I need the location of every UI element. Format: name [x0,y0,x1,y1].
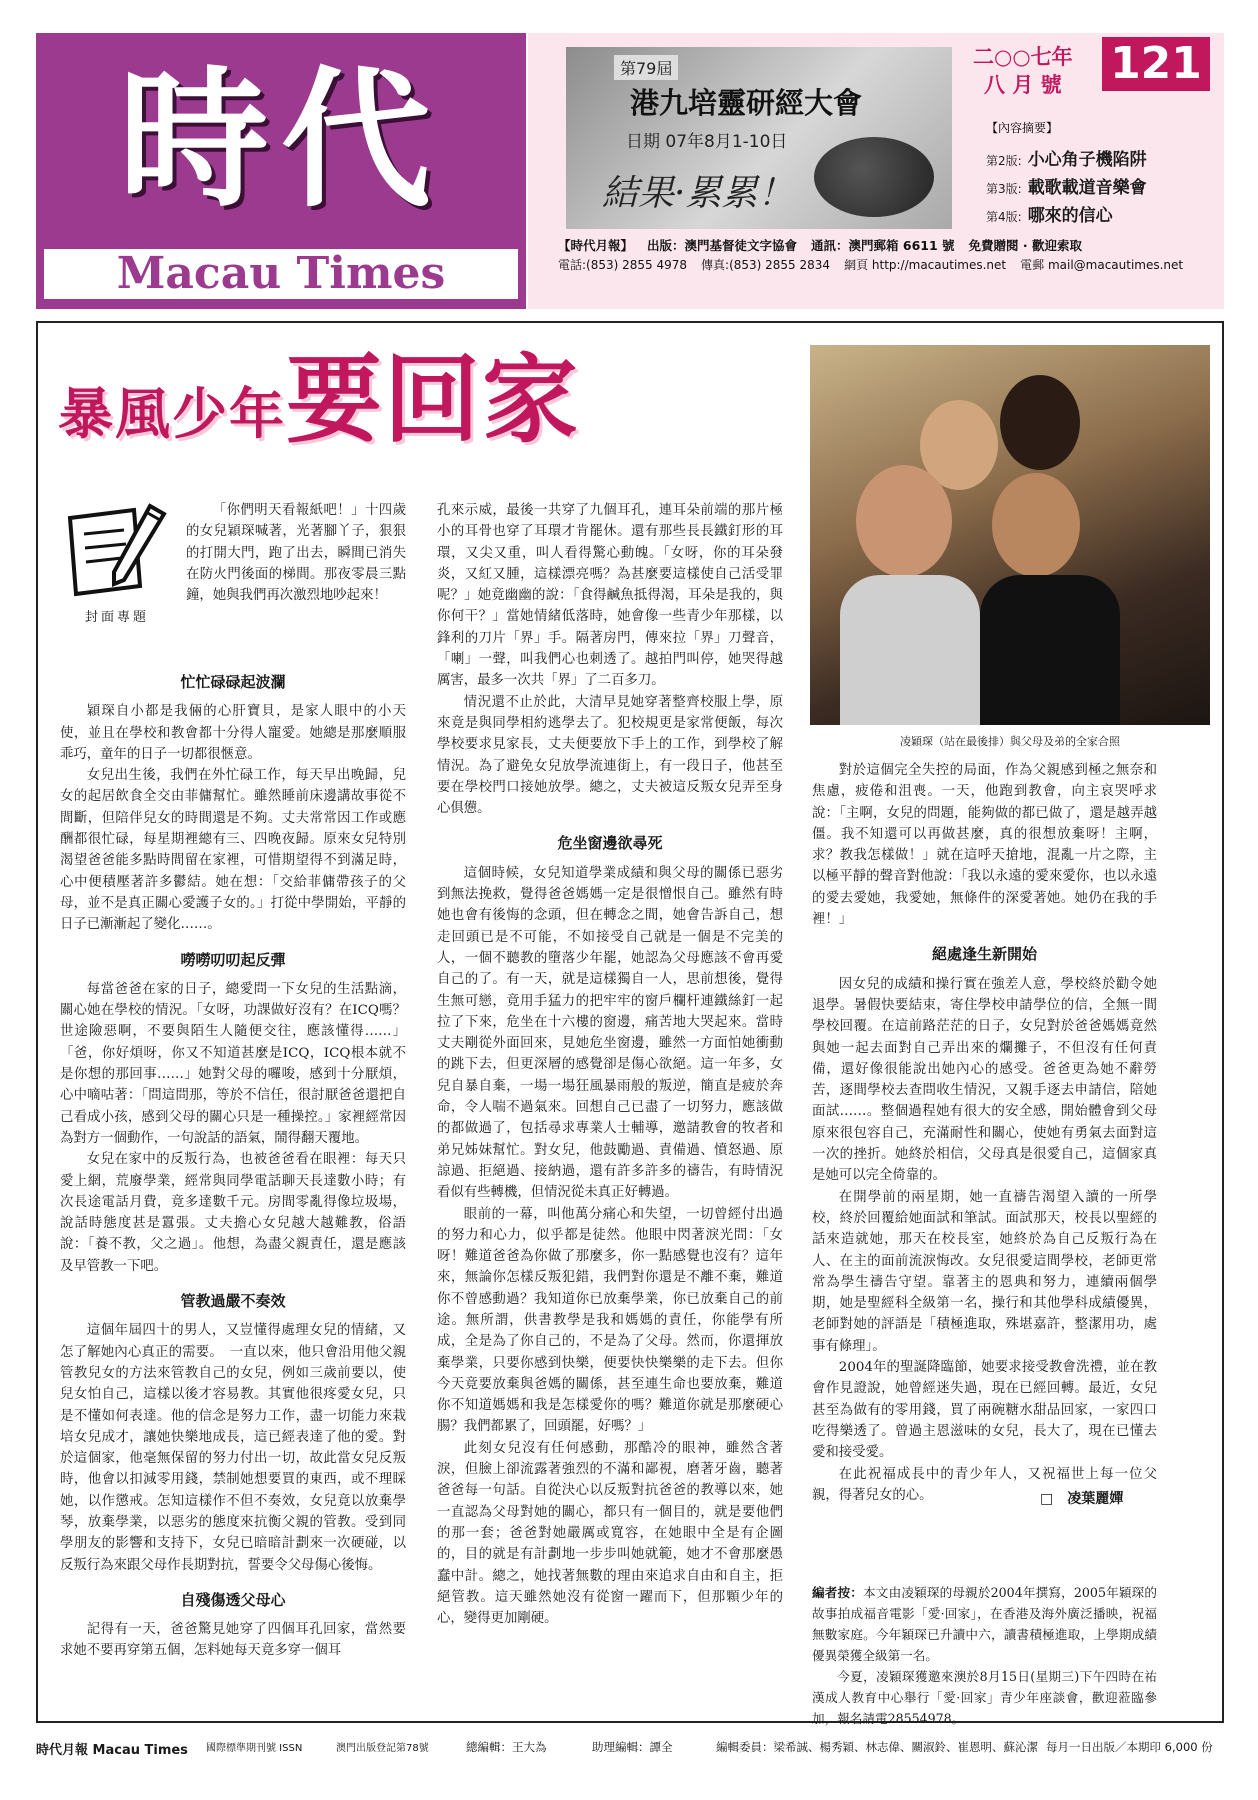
section-heading: 危坐窗邊欲尋死 [557,834,663,853]
paragraph: 這個年屆四十的男人，又豈懂得處理女兒的情緒，又怎了解她內心真正的需要。 一直以來，他只會沿用他父親管教兒女的方法來管教自己的女兒，例如三歲前要以，使兒女怕自己，這樣以後才容易教。其實他很疼愛女兒，只是不懂如何表達。他的信念是努力工作，盡一切能力來栽培女兒成才，讓她快樂地成長，這已經表達了他的愛。對於這個家，他毫無保留的努力付出一切，故此當女兒反叛時，他會以扣減零用錢，禁制她想要買的東西，或不理睬她，以作懲戒。怎知這樣作不但不奏效，女兒竟以放棄學琴，放棄學業，以惡劣的態度來抗衡父親的管教。受到同學朋友的影響和支持下，女兒已暗暗計劃來一次硬碰，以反叛行為來跟父母作長期對抗，誓要令父母傷心後悔。 [60,1323,406,1573]
event-advert [566,47,952,229]
intro-paragraph: 「你們明天看報紙吧！」十四歲的女兒穎琛喊著，光著腳丫子，狠狠的打開大門，跑了出去，瞬間已消失在防火門後面的梯間。那夜零晨三點鐘，她與我們再次激烈地吵起來！ [186,503,406,604]
event-date: 日期 07年8月1-10日 [626,132,788,152]
issue-year: 二○○七年 [973,45,1073,69]
paragraph: 在此祝福成長中的青少年人，又祝福世上每一位父親，得著兒女的心。 [812,1466,1157,1503]
paragraph: 2004年的聖誕降臨節，她要求接受教會洗禮，並在教會作見證說，她曾經迷失過，現在已經回轉。最近，女兒甚至為做有的零用錢，買了兩碗糖水甜品回家，一家四口吃得樂透了。曾過主恩滋味的女兒，長大了，現在已懂去愛和接受愛。 [812,1360,1157,1461]
footer-chief-editor: 總編輯：王大為 [466,1740,547,1754]
column-3 [812,760,1157,1506]
column-label: 封面專題 [84,610,149,625]
toc-heading: 【內容摘要】 [986,121,1059,135]
section-heading: 管教過嚴不奏效 [180,1292,286,1311]
paragraph: 對於這個完全失控的局面，作為父親感到極之無奈和焦慮，疲倦和沮喪。一天，他跑到教會，向主哀哭呼求說：「主啊，女兒的問題，能夠做的都已做了，還是越弄越僵。我不知還可以再做甚麼，真的很想放棄呀！主啊，求？教我怎樣做！」就在這呼天搶地，混亂一片之際，主以極平靜的聲音對他說：「我以永遠的愛來愛你，也以永遠的愛去愛她，我愛她，無條件的深愛著她。她仍在我的手裡！」 [812,763,1157,928]
section-heading: 嘮嘮叨叨起反彈 [180,950,286,969]
toc-item: 第3版: 載歌載道音樂會 [986,178,1147,198]
paragraph: 因女兒的成績和操行實在強差人意，學校終於勸令她退學。暑假快要結束，寄住學校申請學位的信，全無一間學校回覆。在這前路茫茫的日子，女兒對於爸爸媽媽竟然與她一起去面對自己弄出來的爛攤子，不但沒有任何責備，還好像很能說出她內心的感受。爸爸更為她不辭勞苦，逐間學校去查問收生情況，又親手逐去申請信，陪她面試……。整個過程她有很大的安全感，開始體會到父母原來很包容自己，充滿耐性和關心，使她有勇氣去面對這一次的挫折。她終於相信，父母真是很愛自己，這個家真是她可以完全倚靠的。 [812,976,1157,1184]
footer-schedule: 每月一日出版／本期印 6,000 份 [1046,1740,1213,1754]
note-label: 編者按： [812,1585,864,1600]
footer-committee: 編輯委員：梁希誠、楊秀穎、林志偉、關淑鈴、崔恩明、蘇沁潔 [716,1740,1038,1754]
masthead-subtitle: Macau Times [116,248,446,299]
event-title: 港九培靈研經大會 [630,86,863,120]
section-heading: 忙忙碌碌起波瀾 [180,673,286,691]
column-2 [437,500,783,1629]
author-name: □ 凌葉麗嬋 [1040,1491,1124,1507]
toc-item: 第4版: 哪來的信心 [986,206,1113,226]
issue-number: 121 [1102,37,1210,91]
issue-month: 八 月 號 [984,73,1062,97]
masthead-title: 時代 [118,54,443,228]
writing-paper-pen-icon [62,500,172,598]
section-heading: 絕處逢生新開始 [931,945,1037,964]
paragraph: 每當爸爸在家的日子，總愛問一下女兒的生活點滴，關心她在學校的情況。「女呀，功課做好沒有？在ICQ嗎？世途險惡啊，不要與陌生人隨便交往，應該懂得……」「爸，你好煩呀，你又不知道甚麼是ICQ，ICQ根本就不是你想的那回事……」她對父母的囉唆，感到十分厭煩，心中嘀咕著：「問這問那，等於不信任，很討厭爸爸還把自己看成小孩，感到父母的關心只是一種操控。」家裡經常因為對方一個動作，一句說話的語氣，鬧得翻天覆地。 [60,981,406,1146]
toc-item: 第2版: 小心角子機陷阱 [986,150,1147,170]
column-1 [60,658,406,1662]
publisher-info: 【時代月報】 出版：澳門基督徒文字協會 通訊：澳門郵箱 6611 號 免費贈閱 · 歡迎索取 [558,238,1082,253]
paragraph: 此刻女兒沒有任何感動，那酷冷的眼神，雖然含著淚，但臉上卻流露著強烈的不滿和鄙視，磨著牙齒，聽著爸爸每一句話。自從決心以反叛對抗爸爸的教導以來，她一直認為父母對她的關心，都只有一個目的，就是要他們的那一套；爸爸對她嚴厲或寬容，在她眼中全是有企圖的，目的就是有計劃地一步步叫她就範，她才不會那麼愚蠢中計。總之，她找著無數的理由來追求自由和自主，拒絕管教。這天雖然她沒有從窗一躍而下，但那顆少年的心，變得更加剛硬。 [437,1440,783,1627]
paragraph: 女兒在家中的反叛行為，也被爸爸看在眼裡：每天只愛上網，荒廢學業，經常與同學電話聊天長達數小時；有次長途電話月費，竟多達數千元。房間零亂得像垃圾場，說話時態度甚是囂張。丈夫擔心女兒越大越難教，俗語說：「養不教，父之過」。他想，為盡父親責任，還是應該及早管教一下吧。 [60,1152,406,1274]
headline: 暴風少年要回家 [58,344,581,456]
issue-date [973,43,1073,99]
grapes-image [814,137,934,217]
event-slogan: 結果·累累！ [602,173,794,214]
masthead-subtitle-box [44,249,518,299]
note-text: 今夏，凌穎琛獲邀來澳於8月15日(星期三)下午四時在祐漢成人教育中心舉行「愛·回家」青少年座談會，歡迎蒞臨參加，報名請電28554978。 [812,1669,1157,1726]
paragraph: 孔來示威，最後一共穿了九個耳孔，連耳朵前端的那片極小的耳骨也穿了耳環才肯罷休。還有那些長長鐵釘形的耳環，又尖又重，叫人看得驚心動魄。「女呀，你的耳朵發炎，又紅又腫，這樣漂亮嗎？為甚麼要這樣使自己活受罪呢？」她竟幽幽的說：「食得鹹魚抵得渴，耳朵是我的，與你何干？」當她情緒低落時，她會像一些青少年那樣，以鋒利的刀片「界」手。隔著房門，傳來拉「界」刀聲音，「喇」一聲，叫我們心也刺透了。越拍門叫停，她哭得越厲害，最多一次共「界」了二百多刀。 [437,503,783,689]
contact-info: 電話:(853) 2855 4978 傳真:(853) 2855 2834 網頁 http://macautimes.net 電郵 mail@macautimes.net [558,258,1184,272]
paragraph: 眼前的一幕，叫他萬分痛心和失望，一切曾經付出過的努力和心力，似乎都是徒然。他眼中閃著淚光問：「女呀！難道爸爸為你做了那麼多，你一點感覺也沒有？這年來，無論你怎樣反叛犯錯，我們對你還是不離不棄，難道你不曾感動過？我知道你已放棄學業，你已放棄自己的前途。無所謂，供書教學是我和媽媽的責任，你能學有所成，全是為了你自己的，不是為了父母。然而，你還揮放棄學業，只要你感到快樂，便要快快樂樂的走下去。但你今天竟要放棄與爸媽的關係，甚至連生命也要放棄，難道你不知道媽媽和我是怎樣愛你的嗎？難道你就是那麼硬心腸？我們都累了，回頭罷，好嗎？」 [437,1206,783,1435]
section-heading: 自殘傷透父母心 [180,1590,286,1609]
footer-assistant-editor: 助理編輯：譚全 [592,1740,673,1754]
footer-brand: 時代月報 Macau Times [36,1743,188,1758]
editor-note [812,1582,1157,1729]
paragraph: 情況還不止於此，大清早見她穿著整齊校服上學，原來竟是與同學相約逃學去了。犯校規更是家常便飯，每次學校要求見家長，丈夫便要放下手上的工作，到學校了解情況。為了避免女兒放學流連街上，有一段日子，他甚至要在學校門口接她放學。總之，丈夫被這反叛女兒弄至身心俱憊。 [437,694,783,817]
photo-caption: 凌穎琛（站在最後排）與父母及弟的全家合照 [900,735,1120,748]
footer [36,1733,1224,1763]
event-edition: 第79屆 [614,55,678,80]
masthead [36,33,526,309]
footer-issn: 國際標準期刊號 ISSN [206,1743,303,1754]
paragraph: 在開學前的兩星期，她一直禱告渴望入讀的一所學校，終於回覆給她面試和筆試。面試那天，校長以聖經的話來造就她，那天在校長室，她終於為自己反叛行為在人、在主的面前流淚悔改。女兒很愛這間學校，老師更常常為學生禱告守望。靠著主的恩典和努力，連續兩個學期，她是聖經科全級第一名，操行和其他學科成績優異，老師對她的評語是「積極進取，殊堪嘉許，整潔用功，處事有條理」。 [812,1189,1157,1354]
paragraph: 穎琛自小都是我倆的心肝寶貝，是家人眼中的小天使，並且在學校和教會都十分得人寵愛。她總是那麼順服乖巧，童年的日子一切都很愜意。 [60,704,406,762]
note-text: 本文由凌穎琛的母親於2004年撰寫，2005年穎琛的故事拍成福音電影「愛·回家」，在香港及海外廣泛播映，祝福無數家庭。今年穎琛已升讀中六，讀書積極進取，上學期成績優異榮獲全級第一名。 [812,1585,1157,1663]
paragraph: 記得有一天，爸爸驚見她穿了四個耳孔回家，當然要求她不要再穿第五個，怎料她每天竟多穿一個耳 [60,1622,406,1659]
header-banner [528,33,1224,309]
paragraph: 這個時候，女兒知道學業成績和與父母的關係已惡劣到無法挽救，覺得爸爸媽媽一定是很憎恨自己。雖然有時她也會有後悔的念頭，但在轉念之間，她會告訴自己，想走回頭已是不可能，不如接受自己就是一個是不完美的人，一個不聽教的墮落少年罷，她認為父母應該不會再愛自己的了。有一天，就是這樣獨自一人，思前想後，覺得生無可戀，竟用手猛力的把牢牢的窗戶欄杆連鐵絲釘一起拉了下來，危坐在十六樓的窗邊，痛苦地大哭起來。當時丈夫剛從外面回來，見她危坐窗邊，雖然一方面怕她衝動的跳下去，但更深層的感覺卻是傷心欲絕。這一年多，女兒自暴自棄，一場一場狂風暴雨般的叛逆，簡直是疲於奔命，令人喘不過氣來。回想自己已盡了一切努力，應該做的都做過了，包括尋求專業人士輔導，邀請教會的牧者和弟兄姊妹幫忙。對女兒，他鼓勵過、責備過、憤怒過、原諒過、拒絕過、接納過，還有許多許多的禱告，有時情況看似有些轉機，但情況從未真正好轉過。 [437,865,783,1201]
paragraph: 女兒出生後，我們在外忙碌工作，每天早出晚歸，兒女的起居飲食全交由菲傭幫忙。雖然睡前床邊講故事從不間斷，但陪伴兒女的時間還是不夠。丈夫常常因工作或應酬都很忙碌，每星期裡總有三、四晚夜歸。原來女兒特別渴望爸爸能多點時間留在家裡，可惜期望得不到滿足時，心中便積壓著許多鬱結。她在想：「交給菲傭帶孩子的父母，並不是真正關心愛護子女的。」打從中學開始，平靜的日子已漸漸起了變化……。 [60,768,406,933]
footer-registration: 澳門出版登記第78號 [336,1743,429,1754]
family-photo [810,345,1210,725]
